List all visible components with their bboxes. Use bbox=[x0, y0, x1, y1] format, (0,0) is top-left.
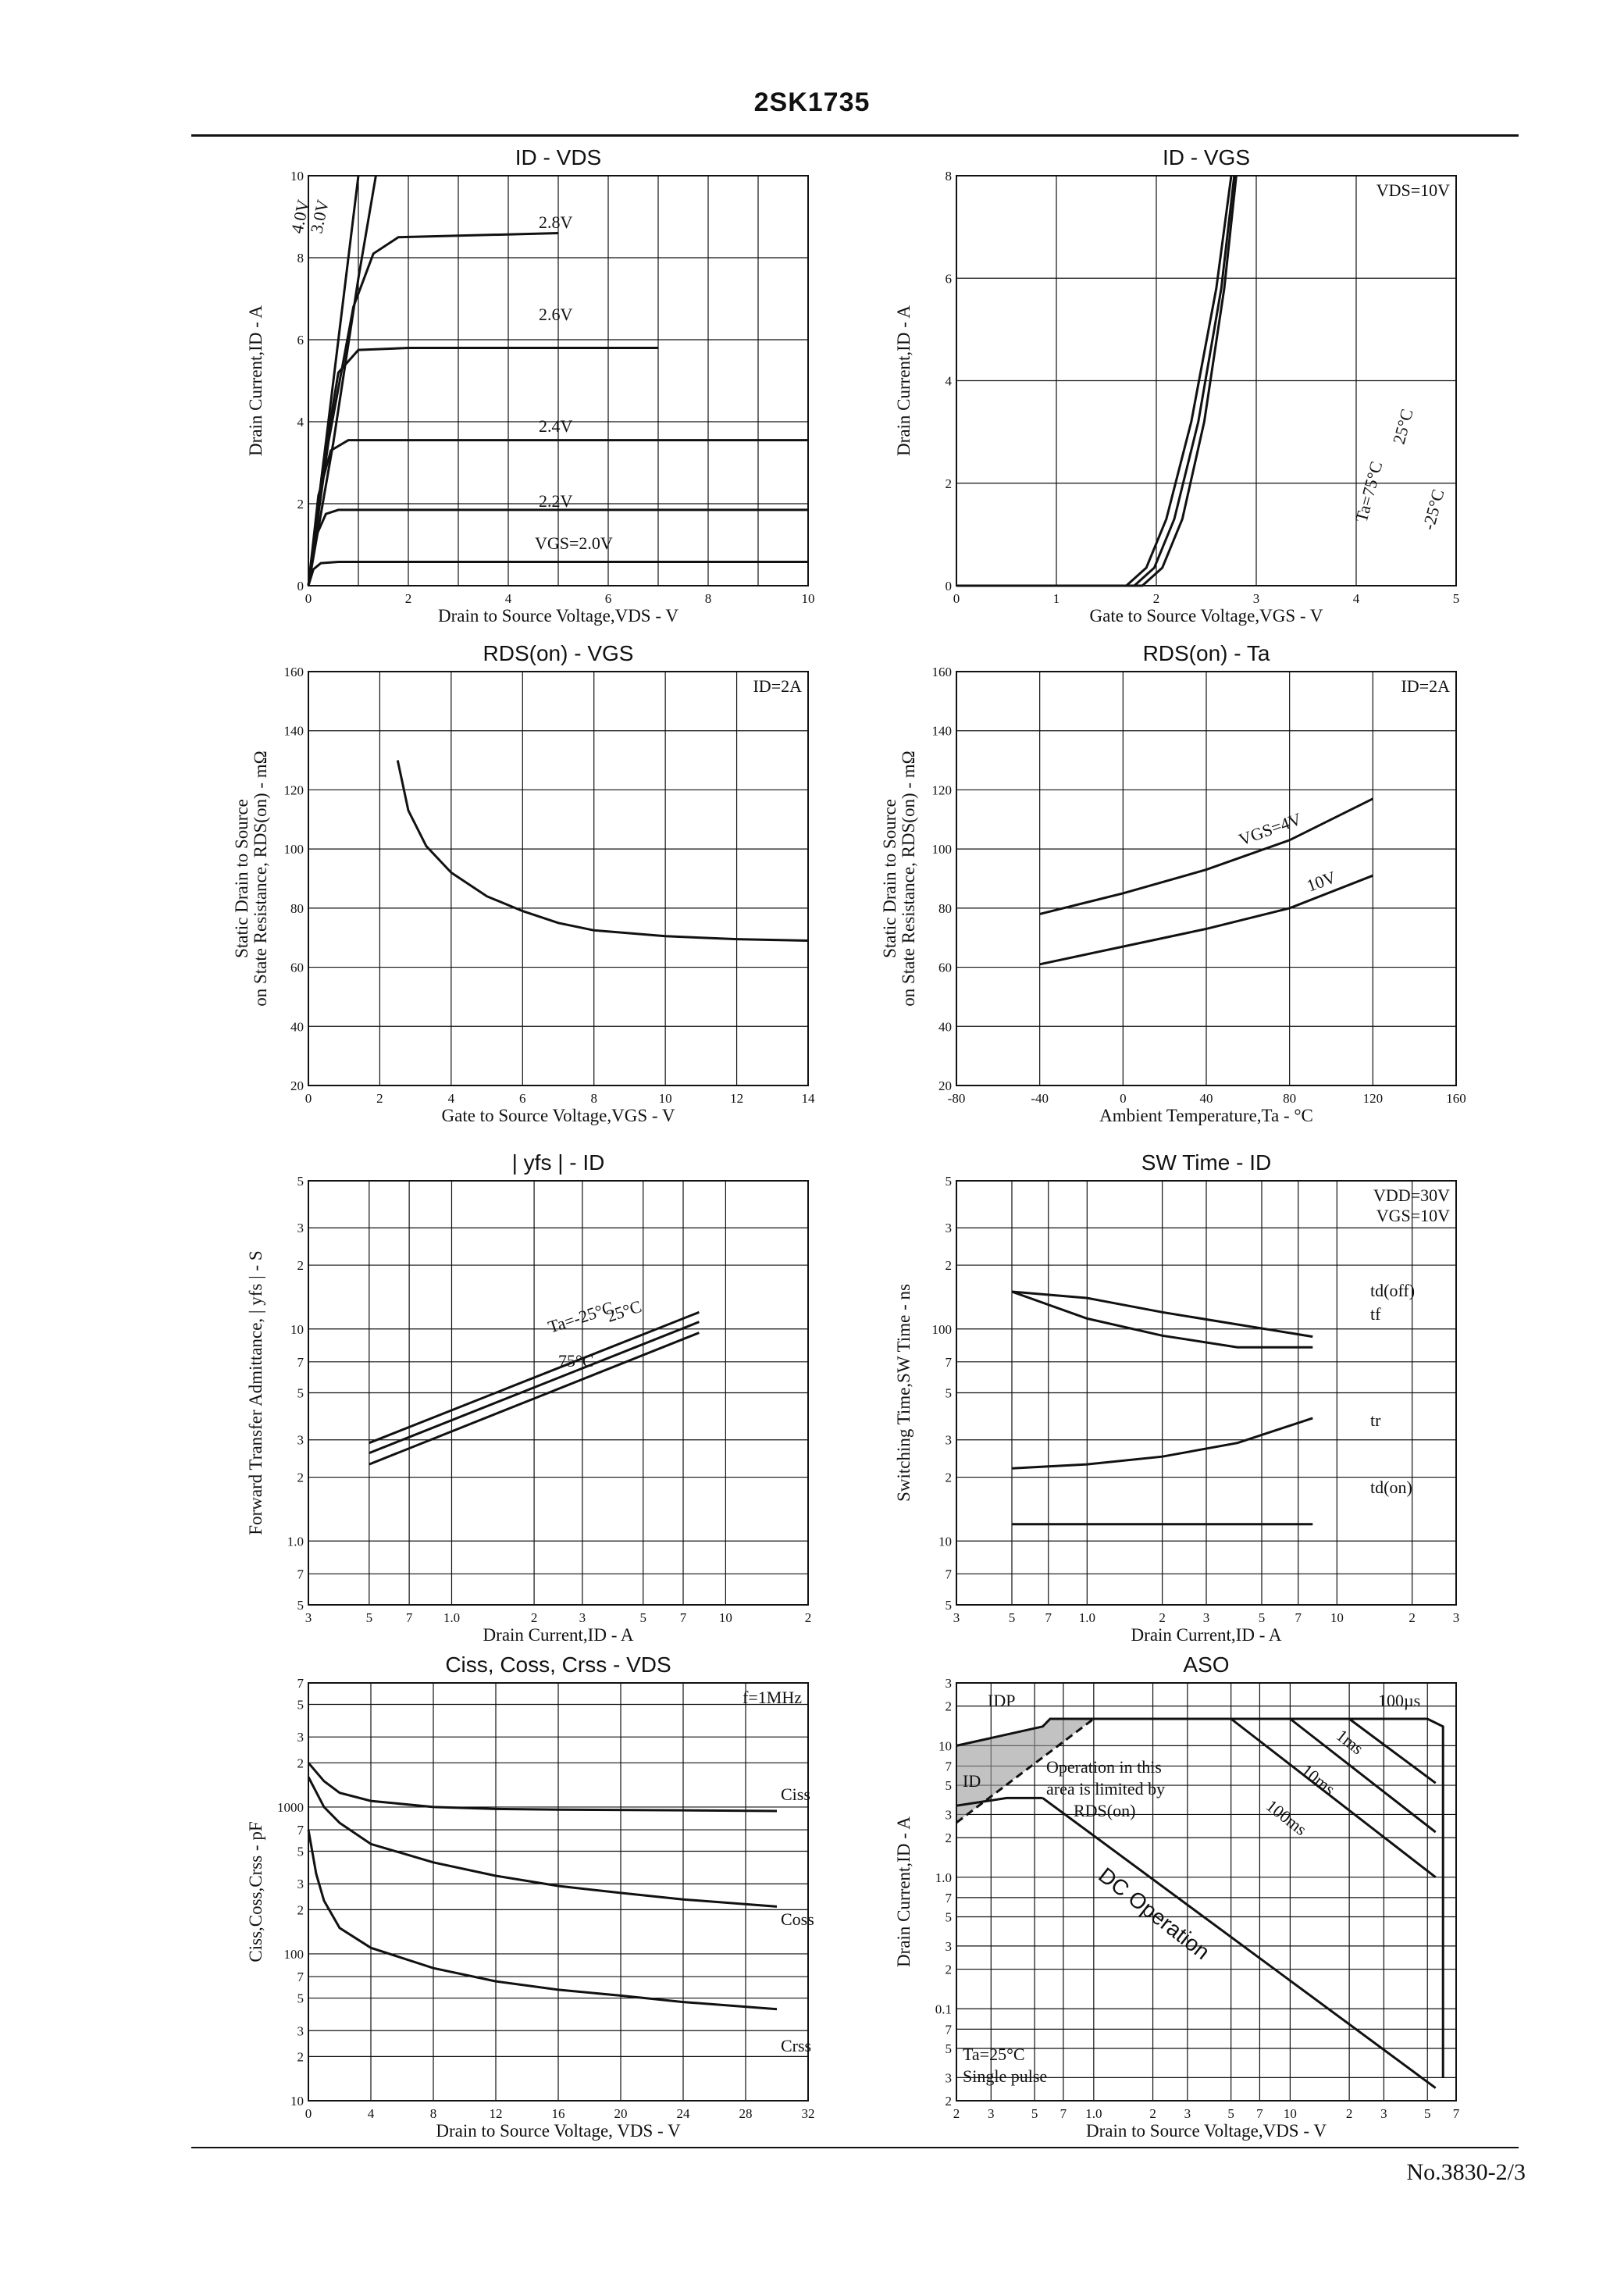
x-tick-label: 5 bbox=[1258, 1610, 1266, 1625]
y-tick-label: 4 bbox=[945, 373, 952, 389]
chart-aso bbox=[867, 1632, 1476, 2148]
y-tick-label: 2 bbox=[297, 1258, 304, 1274]
x-tick-label: 1.0 bbox=[1085, 2106, 1102, 2121]
y-tick-label: 7 bbox=[945, 1567, 952, 1582]
chart-title: RDS(on) - Ta bbox=[1142, 641, 1270, 665]
series-label: Coss bbox=[781, 1909, 814, 1929]
condition-ta-label: Ta=25°C bbox=[963, 2044, 1025, 2064]
x-tick-label: 10 bbox=[718, 1610, 732, 1625]
x-tick-label: 2 bbox=[1152, 591, 1160, 606]
x-tick-label: 32 bbox=[801, 2106, 815, 2121]
x-tick-label: 3 bbox=[1184, 2106, 1191, 2121]
y-tick-label: 20 bbox=[290, 1078, 304, 1093]
y-tick-label: 3 bbox=[297, 1432, 304, 1448]
series-label: td(off) bbox=[1370, 1281, 1416, 1300]
x-axis-label: Drain to Source Voltage,VDS - V bbox=[1086, 2121, 1327, 2141]
x-tick-label: 4 bbox=[504, 591, 512, 606]
chart-title: | yfs | - ID bbox=[511, 1150, 605, 1175]
y-axis-label-line1: Static Drain to Source bbox=[880, 799, 899, 958]
y-tick-label: 3 bbox=[297, 1730, 304, 1745]
x-tick-label: 20 bbox=[614, 2106, 628, 2121]
series-label: 10V bbox=[1304, 867, 1339, 896]
y-tick-label: 120 bbox=[931, 783, 952, 798]
y-tick-label: 5 bbox=[945, 1909, 952, 1925]
y-axis-label-line2: on State Resistance, RDS(on) - mΩ bbox=[251, 750, 270, 1007]
x-tick-label: 6 bbox=[604, 591, 612, 606]
x-tick-label: 3 bbox=[579, 1610, 586, 1625]
x-tick-label: 5 bbox=[1452, 591, 1460, 606]
y-tick-label: 2 bbox=[297, 1756, 304, 1771]
x-tick-label: 40 bbox=[1199, 1091, 1213, 1106]
y-tick-label: 3 bbox=[945, 1221, 952, 1236]
chart-capacitance-vds bbox=[219, 1632, 828, 2148]
series-label: -25°C bbox=[1418, 487, 1448, 533]
y-tick-label: 10 bbox=[938, 1534, 952, 1549]
series-label: 75°C bbox=[558, 1351, 594, 1371]
x-tick-label: 5 bbox=[1031, 2106, 1038, 2121]
x-tick-label: 2 bbox=[1149, 2106, 1156, 2121]
chart-title: ASO bbox=[1183, 1652, 1230, 1677]
y-tick-label: 3 bbox=[945, 1432, 952, 1448]
y-tick-label: 2 bbox=[945, 1258, 952, 1274]
x-tick-label: 3 bbox=[953, 1610, 960, 1625]
y-tick-label: 2 bbox=[297, 1470, 304, 1485]
y-tick-label: 6 bbox=[297, 333, 304, 348]
chart-rdson-vgs bbox=[219, 636, 828, 1136]
x-tick-label: 1.0 bbox=[443, 1610, 461, 1625]
y-tick-label: 40 bbox=[290, 1019, 304, 1035]
y-axis-label-line2: on State Resistance, RDS(on) - mΩ bbox=[899, 750, 918, 1007]
series-label: Ta=75°C bbox=[1351, 458, 1387, 525]
x-tick-label: 5 bbox=[639, 1610, 646, 1625]
y-tick-label: 5 bbox=[297, 1598, 304, 1613]
part-number-title: 2SK1735 bbox=[753, 87, 871, 117]
x-tick-label: 10 bbox=[1330, 1610, 1344, 1625]
y-tick-label: 5 bbox=[297, 1991, 304, 2006]
y-tick-label: 1.0 bbox=[287, 1534, 304, 1549]
y-tick-label: 7 bbox=[297, 1354, 304, 1370]
x-tick-label: 10 bbox=[801, 591, 815, 606]
y-tick-label: 10 bbox=[938, 1738, 952, 1754]
series-label: VGS=2.0V bbox=[535, 533, 613, 553]
x-tick-label: 7 bbox=[405, 1610, 413, 1625]
rdson-note-line3: RDS(on) bbox=[1074, 1801, 1136, 1820]
annotation-text: ID=2A bbox=[753, 676, 802, 696]
y-axis-label: Ciss,Coss,Crss - pF bbox=[246, 1821, 265, 1963]
x-tick-label: 7 bbox=[1045, 1610, 1052, 1625]
y-tick-label: 160 bbox=[931, 665, 952, 679]
series-label: 2.6V bbox=[539, 305, 573, 324]
y-tick-label: 7 bbox=[297, 1676, 304, 1691]
x-tick-label: 5 bbox=[1008, 1610, 1016, 1625]
y-tick-label: 10 bbox=[290, 169, 304, 184]
y-tick-label: 1.0 bbox=[935, 1870, 952, 1885]
y-tick-label: 2 bbox=[945, 1831, 952, 1846]
y-tick-label: 3 bbox=[945, 1676, 952, 1691]
chart-id-vds bbox=[219, 141, 828, 640]
footer-rule bbox=[191, 2147, 1519, 2148]
y-tick-label: 0.1 bbox=[935, 2002, 952, 2017]
x-tick-label: 5 bbox=[1227, 2106, 1234, 2121]
x-tick-label: 1 bbox=[1052, 591, 1060, 606]
pulse-100ms-label: 100ms bbox=[1262, 1795, 1311, 1840]
header-rule bbox=[191, 134, 1519, 137]
series-label: 3.0V bbox=[306, 198, 333, 236]
y-tick-label: 5 bbox=[297, 1174, 304, 1189]
y-tick-label: 7 bbox=[297, 1567, 304, 1582]
x-tick-label: 3 bbox=[988, 2106, 995, 2121]
chart-rdson-ta bbox=[867, 636, 1476, 1136]
x-tick-label: 12 bbox=[730, 1091, 744, 1106]
x-tick-label: 0 bbox=[304, 2106, 312, 2121]
series-label: tr bbox=[1370, 1410, 1381, 1430]
x-tick-label: 8 bbox=[704, 591, 712, 606]
x-tick-label: 7 bbox=[1295, 1610, 1302, 1625]
y-tick-label: 0 bbox=[297, 579, 304, 594]
x-tick-label: 0 bbox=[953, 591, 960, 606]
y-axis-label: Drain Current,ID - A bbox=[894, 305, 914, 456]
series-curve bbox=[397, 761, 808, 941]
series-curve bbox=[1231, 1719, 1436, 1877]
series-label: Ciss bbox=[781, 1784, 810, 1804]
series-curve bbox=[1427, 1719, 1443, 2077]
y-tick-label: 1000 bbox=[277, 1799, 304, 1815]
y-tick-label: 100 bbox=[931, 842, 952, 857]
pulse-1ms-label: 1ms bbox=[1332, 1725, 1368, 1759]
x-tick-label: 16 bbox=[551, 2106, 565, 2121]
annotation-text: VGS=10V bbox=[1376, 1206, 1450, 1225]
y-tick-label: 10 bbox=[290, 2094, 304, 2109]
x-tick-label: 8 bbox=[429, 2106, 437, 2121]
x-tick-label: 12 bbox=[489, 2106, 503, 2121]
y-axis-label: Switching Time,SW Time - ns bbox=[894, 1284, 914, 1502]
series-curve bbox=[1349, 1719, 1436, 1783]
chart-title: ID - VDS bbox=[515, 145, 602, 169]
y-tick-label: 60 bbox=[290, 960, 304, 975]
y-tick-label: 7 bbox=[945, 2022, 952, 2037]
y-tick-label: 3 bbox=[297, 1877, 304, 1892]
x-tick-label: 4 bbox=[447, 1091, 455, 1106]
x-tick-label: 10 bbox=[1283, 2106, 1297, 2121]
plot-frame bbox=[308, 672, 808, 1086]
x-tick-label: 6 bbox=[519, 1091, 526, 1106]
chart-id-vgs bbox=[867, 141, 1476, 640]
x-tick-label: 2 bbox=[1409, 1610, 1416, 1625]
x-tick-label: 7 bbox=[1256, 2106, 1263, 2121]
x-tick-label: 3 bbox=[1452, 1610, 1460, 1625]
x-axis-label: Drain to Source Voltage,VDS - V bbox=[438, 606, 678, 626]
y-tick-label: 2 bbox=[297, 497, 304, 512]
x-tick-label: 2 bbox=[1159, 1610, 1166, 1625]
y-tick-label: 100 bbox=[283, 1946, 304, 1962]
series-curve bbox=[308, 1763, 777, 1811]
id-label: ID bbox=[963, 1771, 981, 1791]
x-tick-label: 3 bbox=[1202, 1610, 1210, 1625]
x-tick-label: 5 bbox=[1423, 2106, 1431, 2121]
x-tick-label: 5 bbox=[365, 1610, 373, 1625]
y-axis-label: Forward Transfer Admittance, | yfs | - S bbox=[246, 1250, 265, 1535]
y-tick-label: 60 bbox=[938, 960, 952, 975]
y-tick-label: 120 bbox=[283, 783, 304, 798]
series-label: tf bbox=[1370, 1304, 1381, 1324]
x-tick-label: -40 bbox=[1031, 1091, 1049, 1106]
series-label: VGS=4V bbox=[1236, 808, 1304, 850]
y-tick-label: 2 bbox=[945, 2094, 952, 2109]
x-tick-label: 160 bbox=[1446, 1091, 1466, 1106]
x-tick-label: 4 bbox=[367, 2106, 375, 2121]
chart-swtime-id bbox=[867, 1132, 1476, 1645]
chart-title: RDS(on) - VGS bbox=[483, 641, 634, 665]
y-tick-label: 0 bbox=[945, 579, 952, 594]
y-tick-label: 40 bbox=[938, 1019, 952, 1035]
y-tick-label: 3 bbox=[297, 2023, 304, 2039]
x-tick-label: 2 bbox=[404, 591, 412, 606]
y-tick-label: 5 bbox=[945, 1174, 952, 1189]
series-label: td(on) bbox=[1370, 1478, 1412, 1497]
y-tick-label: 5 bbox=[945, 1598, 952, 1613]
x-tick-label: 8 bbox=[590, 1091, 597, 1106]
y-tick-label: 3 bbox=[945, 1807, 952, 1823]
x-tick-label: 1.0 bbox=[1078, 1610, 1095, 1625]
x-tick-label: 3 bbox=[304, 1610, 312, 1625]
y-tick-label: 4 bbox=[297, 415, 304, 430]
y-tick-label: 8 bbox=[297, 251, 304, 266]
chart-title: ID - VGS bbox=[1162, 145, 1251, 169]
y-tick-label: 2 bbox=[945, 1470, 952, 1485]
series-label: 2.2V bbox=[539, 491, 573, 511]
condition-pulse-label: Single pulse bbox=[963, 2066, 1048, 2086]
y-tick-label: 7 bbox=[945, 1354, 952, 1370]
series-label: Ta=-25°C bbox=[545, 1297, 617, 1337]
dc-operation-label: DC Operation bbox=[1094, 1863, 1215, 1965]
y-tick-label: 10 bbox=[290, 1321, 304, 1337]
x-tick-label: 24 bbox=[676, 2106, 690, 2121]
x-tick-label: 4 bbox=[1352, 591, 1360, 606]
y-tick-label: 6 bbox=[945, 271, 952, 287]
x-tick-label: 0 bbox=[1120, 1091, 1127, 1106]
series-label: 25°C bbox=[604, 1296, 644, 1326]
y-tick-label: 3 bbox=[945, 2070, 952, 2086]
y-tick-label: 140 bbox=[931, 723, 952, 739]
pulse-100us-label: 100µs bbox=[1378, 1691, 1421, 1710]
x-tick-label: 7 bbox=[679, 1610, 687, 1625]
y-tick-label: 7 bbox=[945, 1759, 952, 1774]
y-tick-label: 5 bbox=[297, 1844, 304, 1859]
y-tick-label: 2 bbox=[945, 1699, 952, 1714]
series-curve bbox=[308, 176, 376, 586]
x-axis-label: Drain Current,ID - A bbox=[483, 1625, 634, 1645]
chart-yfs-id bbox=[219, 1132, 828, 1645]
x-tick-label: 120 bbox=[1362, 1091, 1384, 1106]
annotation-text: f=1MHz bbox=[743, 1688, 802, 1707]
x-axis-label: Drain Current,ID - A bbox=[1131, 1625, 1282, 1645]
y-tick-label: 20 bbox=[938, 1078, 952, 1093]
x-tick-label: 80 bbox=[1283, 1091, 1297, 1106]
y-tick-label: 2 bbox=[945, 476, 952, 491]
y-tick-label: 8 bbox=[945, 169, 952, 184]
y-tick-label: 3 bbox=[297, 1221, 304, 1236]
chart-title: SW Time - ID bbox=[1141, 1150, 1272, 1175]
x-tick-label: 2 bbox=[530, 1610, 538, 1625]
y-tick-label: 5 bbox=[945, 1778, 952, 1794]
chart-title: Ciss, Coss, Crss - VDS bbox=[445, 1652, 671, 1677]
x-tick-label: -80 bbox=[947, 1091, 966, 1106]
series-curve bbox=[1043, 1798, 1436, 2087]
y-tick-label: 7 bbox=[297, 1823, 304, 1838]
x-tick-label: 3 bbox=[1252, 591, 1260, 606]
x-tick-label: 14 bbox=[801, 1091, 815, 1106]
x-axis-label: Gate to Source Voltage,VGS - V bbox=[441, 1106, 675, 1125]
x-tick-label: 7 bbox=[1060, 2106, 1067, 2121]
annotation-text: ID=2A bbox=[1401, 676, 1450, 696]
y-tick-label: 80 bbox=[290, 900, 304, 916]
series-label: 2.4V bbox=[539, 416, 573, 436]
series-label: 25°C bbox=[1388, 406, 1417, 447]
x-axis-label: Gate to Source Voltage,VGS - V bbox=[1089, 606, 1323, 626]
y-tick-label: 5 bbox=[297, 1385, 304, 1401]
y-tick-label: 80 bbox=[938, 900, 952, 916]
series-curve bbox=[308, 1830, 777, 2009]
y-tick-label: 140 bbox=[283, 723, 304, 739]
idp-label: IDP bbox=[988, 1691, 1016, 1710]
x-tick-label: 2 bbox=[1345, 2106, 1353, 2121]
x-tick-label: 2 bbox=[953, 2106, 960, 2121]
x-axis-label: Drain to Source Voltage, VDS - V bbox=[436, 2121, 681, 2141]
series-label: 4.0V bbox=[287, 198, 313, 236]
y-tick-label: 160 bbox=[283, 665, 304, 679]
x-tick-label: 0 bbox=[304, 1091, 312, 1106]
y-tick-label: 3 bbox=[945, 1938, 952, 1954]
x-tick-label: 2 bbox=[376, 1091, 383, 1106]
series-curve bbox=[308, 1777, 777, 1907]
y-tick-label: 100 bbox=[931, 1321, 952, 1337]
y-tick-label: 2 bbox=[945, 1962, 952, 1977]
y-tick-label: 5 bbox=[945, 2041, 952, 2056]
y-tick-label: 5 bbox=[945, 1385, 952, 1401]
x-tick-label: 3 bbox=[1380, 2106, 1387, 2121]
x-tick-label: 2 bbox=[804, 1610, 812, 1625]
y-axis-label: Drain Current,ID - A bbox=[894, 1816, 914, 1967]
y-tick-label: 5 bbox=[297, 1697, 304, 1713]
rdson-note-line2: area is limited by bbox=[1046, 1779, 1166, 1799]
y-tick-label: 100 bbox=[283, 842, 304, 857]
annotation-text: VDS=10V bbox=[1376, 180, 1450, 200]
document-number: No.3830-2/3 bbox=[1406, 2159, 1526, 2185]
pulse-10ms-label: 10ms bbox=[1297, 1760, 1339, 1799]
y-tick-label: 7 bbox=[297, 1970, 304, 1985]
series-label: 2.8V bbox=[539, 212, 573, 232]
rdson-note-line1: Operation in this bbox=[1046, 1757, 1162, 1777]
x-tick-label: 28 bbox=[739, 2106, 753, 2121]
annotation-text: VDD=30V bbox=[1373, 1185, 1450, 1205]
y-tick-label: 2 bbox=[297, 1902, 304, 1918]
x-tick-label: 0 bbox=[304, 591, 312, 606]
y-axis-label-line1: Static Drain to Source bbox=[232, 799, 251, 958]
y-tick-label: 7 bbox=[945, 1890, 952, 1905]
y-axis-label: Drain Current,ID - A bbox=[246, 305, 265, 456]
x-tick-label: 10 bbox=[658, 1091, 672, 1106]
x-tick-label: 7 bbox=[1452, 2106, 1460, 2121]
x-axis-label: Ambient Temperature,Ta - °C bbox=[1099, 1106, 1313, 1125]
y-tick-label: 2 bbox=[297, 2049, 304, 2065]
series-label: Crss bbox=[781, 2036, 812, 2055]
